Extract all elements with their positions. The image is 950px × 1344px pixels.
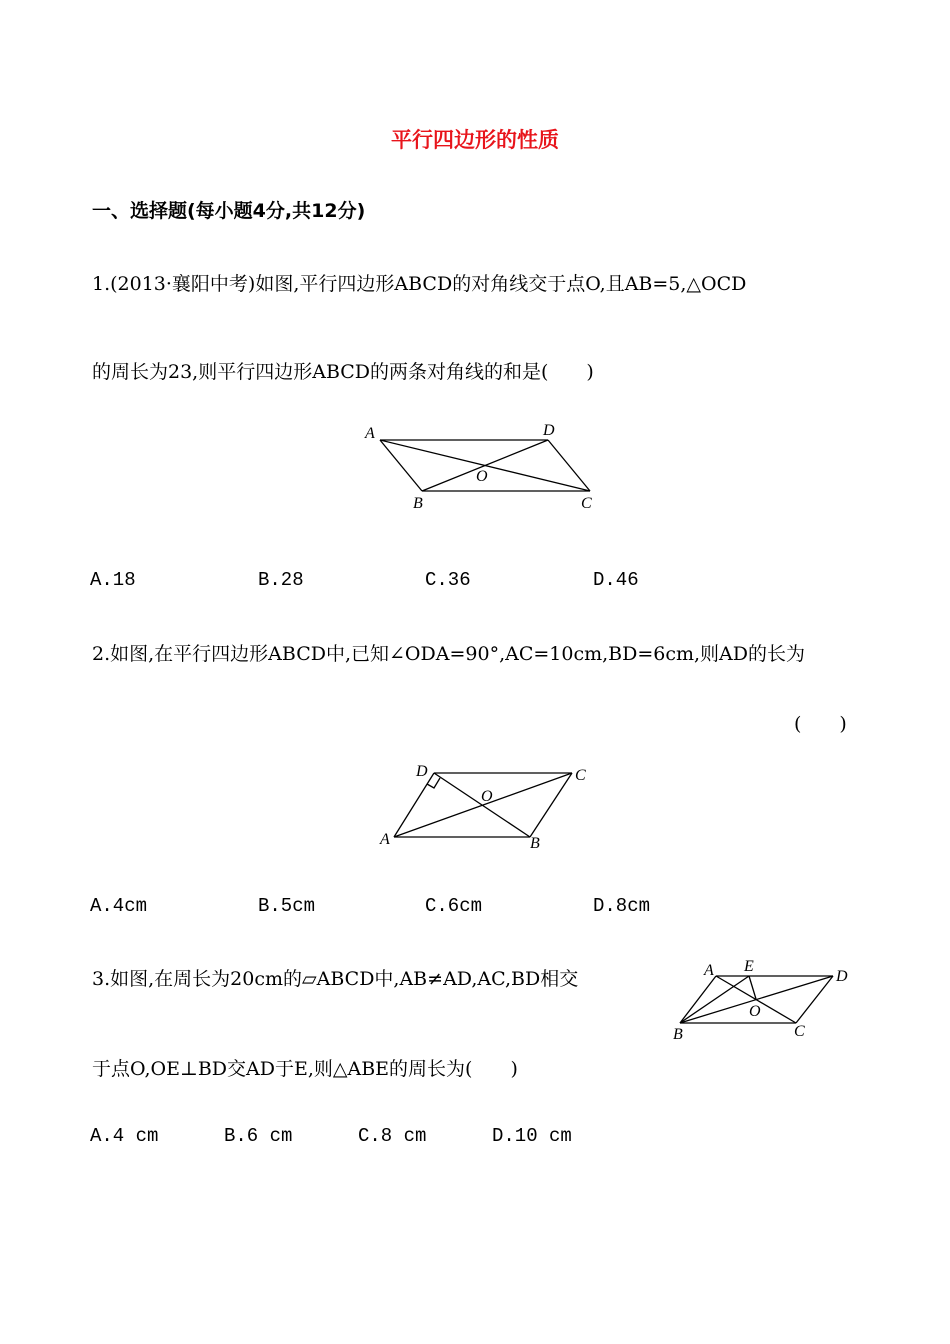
q3-option-c[interactable]: C.8 cm <box>358 1125 427 1147</box>
question-2-figure <box>372 760 602 859</box>
label-o: O <box>481 788 493 805</box>
label-b: B <box>530 835 540 852</box>
question-1-figure <box>355 418 615 522</box>
edge-dc <box>548 440 590 491</box>
edge-cb <box>530 773 572 837</box>
q1-option-b[interactable]: B.28 <box>258 569 304 591</box>
parallelogram-diagram-1 <box>355 418 615 518</box>
label-d: D <box>543 422 555 439</box>
q2-option-c[interactable]: C.6cm <box>425 895 483 917</box>
label-a: A <box>365 425 375 442</box>
q1-option-c[interactable]: C.36 <box>425 569 471 591</box>
label-o: O <box>476 468 488 485</box>
q1-option-d[interactable]: D.46 <box>593 569 639 591</box>
diagonal-db <box>434 773 530 837</box>
edge-dc <box>796 976 833 1023</box>
label-c: C <box>794 1023 805 1040</box>
segment-be <box>680 976 749 1023</box>
q2-option-a[interactable]: A.4cm <box>90 895 148 917</box>
label-d: D <box>836 968 848 985</box>
section-heading: 一、选择题(每小题4分,共12分) <box>92 200 366 222</box>
label-e: E <box>744 958 754 975</box>
page-title: 平行四边形的性质 <box>391 128 559 152</box>
right-angle-mark <box>427 778 440 788</box>
q1-option-a[interactable]: A.18 <box>90 569 136 591</box>
question-3-figure <box>668 955 858 1049</box>
label-b: B <box>673 1026 683 1043</box>
label-d: D <box>416 763 428 780</box>
label-b: B <box>413 495 423 512</box>
parallelogram-diagram-2 <box>372 760 602 855</box>
q3-option-b[interactable]: B.6 cm <box>224 1125 293 1147</box>
edge-ab <box>680 976 716 1023</box>
label-a: A <box>704 962 714 979</box>
question-1-line-1: 1.(2013·襄阳中考)如图,平行四边形ABCD的对角线交于点O,且AB=5,△OCD <box>92 273 747 295</box>
question-2-line-1: 2.如图,在平行四边形ABCD中,已知∠ODA=90°,AC=10cm,BD=6cm,则AD的长为 <box>92 643 806 665</box>
edge-ab <box>380 440 422 491</box>
label-a: A <box>380 831 390 848</box>
parallelogram-diagram-3 <box>668 955 858 1045</box>
q2-option-d[interactable]: D.8cm <box>593 895 651 917</box>
question-3-line-1: 3.如图,在周长为20cm的▱ABCD中,AB≠AD,AC,BD相交 <box>92 968 579 990</box>
question-3-line-2: 于点O,OE⊥BD交AD于E,则△ABE的周长为( ) <box>92 1058 518 1080</box>
question-1-line-2: 的周长为23,则平行四边形ABCD的两条对角线的和是( ) <box>92 361 594 383</box>
q3-option-a[interactable]: A.4 cm <box>90 1125 159 1147</box>
edge-da <box>394 773 434 837</box>
q2-option-b[interactable]: B.5cm <box>258 895 316 917</box>
q3-option-d[interactable]: D.10 cm <box>492 1125 572 1147</box>
label-c: C <box>575 767 586 784</box>
question-2-answer-blank: ( ) <box>794 713 847 735</box>
label-o: O <box>749 1003 761 1020</box>
label-c: C <box>581 495 592 512</box>
